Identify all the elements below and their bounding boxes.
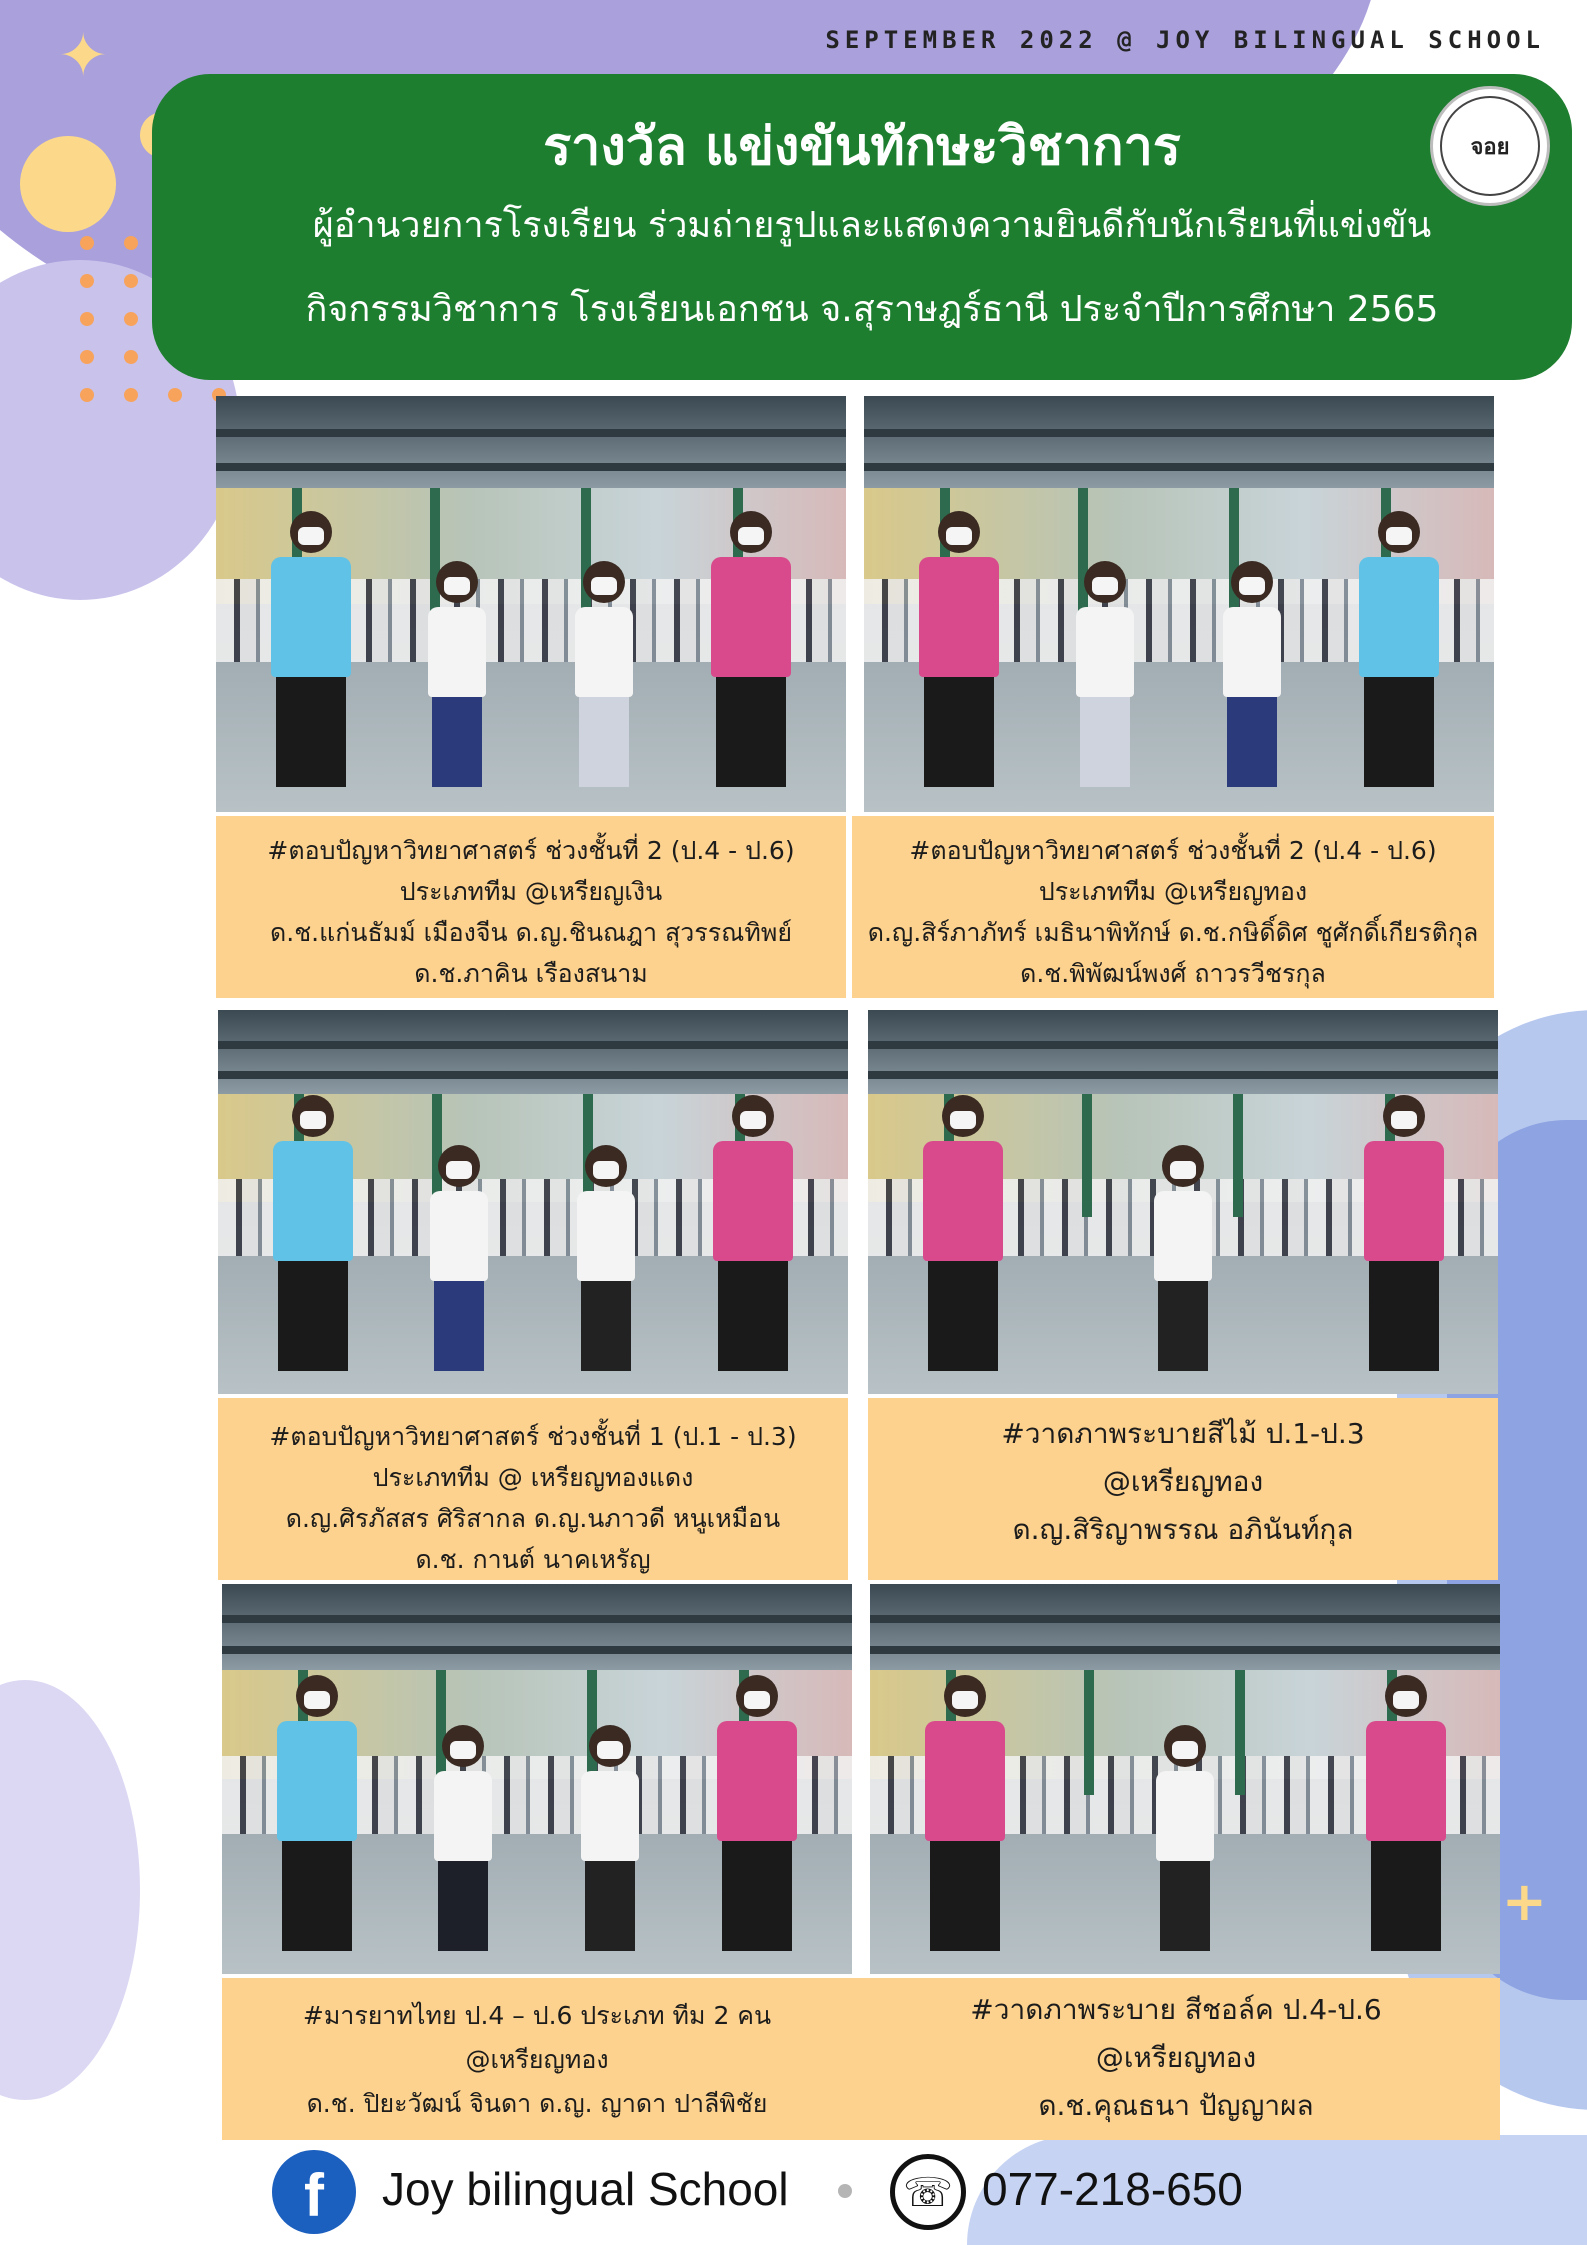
award-caption-4 (868, 1398, 1498, 1580)
photo-person-body (919, 557, 999, 677)
caption-line: ด.ญ.ศิรภัสสร ศิริสากล ด.ญ.นภาวดี หนูเหมือน (285, 1504, 781, 1533)
photo-person-body (575, 607, 633, 697)
photo-person-legs (716, 677, 786, 787)
title-banner (152, 74, 1572, 380)
caption-line: #มารยาทไทย ป.4 – ป.6 ประเภท ทีม 2 คน (302, 2001, 772, 2030)
photo-person-body (923, 1141, 1003, 1261)
caption-line: ประเภททีม @เหรียญทอง (1038, 877, 1308, 906)
photo-person-head (944, 1675, 986, 1717)
photo-roof-beam (218, 1041, 848, 1049)
caption-line: ประเภททีม @เหรียญเงิน (399, 877, 663, 906)
photo-roof-beam (868, 1041, 1498, 1049)
deco-circle-large (20, 136, 116, 232)
photo-person-body (1366, 1721, 1446, 1841)
photo-roof-beam (222, 1615, 852, 1623)
photo-person-legs (1364, 677, 1434, 787)
photo-person-body (1156, 1771, 1214, 1861)
facebook-page-link[interactable]: Joy bilingual School (382, 2163, 789, 2215)
plus-icon: + (1501, 1870, 1547, 1933)
photo-person-legs (924, 677, 994, 787)
photo-person-head (436, 561, 478, 603)
photo-roof-beam (870, 1646, 1500, 1654)
photo-person-head (438, 1145, 480, 1187)
photo-person (573, 1145, 639, 1371)
photo-person-body (428, 607, 486, 697)
sparkle-icon: ✦ (58, 21, 109, 91)
award-caption-6 (852, 1978, 1500, 2140)
photo-person-head (589, 1725, 631, 1767)
caption-line: ด.ญ.สิร์ภาภัทร์ เมธินาพิทักษ์ ด.ช.กษิดิ์ดิศ ชูศักดิ์เกียรติกุล (867, 918, 1479, 947)
photo-person-body (713, 1141, 793, 1261)
photo-person (1361, 1675, 1451, 1951)
caption-line: #วาดภาพระบาย สีชอล์ค ป.4-ป.6 (970, 1993, 1382, 2026)
photo-person-legs (282, 1841, 352, 1951)
award-caption-3 (218, 1398, 848, 1580)
award-caption-1 (216, 816, 846, 998)
photo-person-legs (930, 1841, 1000, 1951)
photo-person (1152, 1725, 1218, 1951)
photo-roof-beam (216, 429, 846, 437)
award-photo-4 (868, 1010, 1498, 1394)
photo-person-head (292, 1095, 334, 1137)
photo-person-head (730, 511, 772, 553)
photo-person-head (1164, 1725, 1206, 1767)
banner-subtitle-1: ผู้อำนวยการโรงเรียน ร่วมถ่ายรูปและแสดงความยินดีกับนักเรียนที่แข่งขัน (312, 205, 1432, 246)
deco-dot (124, 388, 138, 402)
caption-line: ด.ช. ปิยะวัฒน์ จินดา ด.ญ. ญาดา ปาลีพิชัย (306, 2089, 768, 2118)
photo-person-body (711, 557, 791, 677)
background-left-shape (0, 1680, 140, 2100)
photo-roof-beam (864, 429, 1494, 437)
photo-person (1072, 561, 1138, 787)
deco-dot (124, 236, 138, 250)
photo-person (268, 1095, 358, 1371)
photo-pillar (1235, 1670, 1245, 1795)
award-photo-2 (864, 396, 1494, 812)
phone-icon[interactable]: ☏ (890, 2154, 966, 2230)
caption-line: ด.ช. กานต์ นาคเหรัญ (415, 1545, 651, 1574)
photo-person (712, 1675, 802, 1951)
deco-dot (124, 350, 138, 364)
deco-dot (168, 388, 182, 402)
photo-person-body (434, 1771, 492, 1861)
caption-line: @เหรียญทอง (465, 2045, 609, 2074)
facebook-icon[interactable]: f (272, 2150, 356, 2234)
photo-person-head (296, 1675, 338, 1717)
deco-dot (124, 274, 138, 288)
award-caption-2 (852, 816, 1494, 998)
photo-person-head (1162, 1145, 1204, 1187)
photo-person-head (938, 511, 980, 553)
photo-person (577, 1725, 643, 1951)
photo-person-legs (718, 1261, 788, 1371)
photo-person-legs (1080, 697, 1130, 787)
caption-line: #ตอบปัญหาวิทยาศาสตร์ ช่วงชั้นที่ 2 (ป.4 - ป.6) (267, 836, 795, 865)
seal-inner: จอย (1440, 96, 1540, 196)
caption-line: ด.ช.ภาคิน เรืองสนาม (414, 959, 648, 988)
photo-person-legs (579, 697, 629, 787)
photo-roof-beam (864, 463, 1494, 471)
caption-line: ด.ญ.สิริญาพรรณ อภินันท์กุล (1012, 1513, 1354, 1546)
photo-person (708, 1095, 798, 1371)
caption-line: @เหรียญทอง (1102, 1465, 1264, 1498)
photo-roof-beam (222, 1646, 852, 1654)
photo-roof (868, 1010, 1498, 1094)
deco-dot (80, 312, 94, 326)
photo-person-legs (278, 1261, 348, 1371)
photo-roof-beam (218, 1071, 848, 1079)
photo-person-body (273, 1141, 353, 1261)
photo-person-legs (438, 1861, 488, 1951)
photo-person (1219, 561, 1285, 787)
separator-dot (838, 2184, 852, 2198)
award-photo-1 (216, 396, 846, 812)
school-seal-logo (1430, 86, 1550, 206)
award-caption-5 (222, 1978, 852, 2140)
photo-person-body (1364, 1141, 1444, 1261)
photo-person-body (1154, 1191, 1212, 1281)
photo-person-body (271, 557, 351, 677)
caption-line: ด.ช.คุณธนา ปัญญาผล (1038, 2089, 1314, 2122)
photo-roof-beam (216, 463, 846, 471)
photo-person (918, 1095, 1008, 1371)
deco-dot (80, 274, 94, 288)
deco-dot (80, 350, 94, 364)
photo-person-legs (928, 1261, 998, 1371)
photo-person (1354, 511, 1444, 787)
award-photo-3 (218, 1010, 848, 1394)
contact-footer (0, 2150, 1587, 2230)
photo-person (706, 511, 796, 787)
date-school-tag: SEPTEMBER 2022 @ JOY BILINGUAL SCHOOL (825, 26, 1545, 54)
photo-roof-beam (870, 1615, 1500, 1623)
photo-person-body (1223, 607, 1281, 697)
phone-number[interactable]: 077-218-650 (982, 2163, 1243, 2215)
page-title: รางวัล แข่งขันทักษะวิชาการ (543, 117, 1181, 177)
photo-person-body (925, 1721, 1005, 1841)
photo-person-body (577, 1191, 635, 1281)
photo-person (1150, 1145, 1216, 1371)
photo-person (272, 1675, 362, 1951)
photo-roof (216, 396, 846, 488)
photo-person-legs (581, 1281, 631, 1371)
deco-dot (80, 388, 94, 402)
deco-dot (80, 236, 94, 250)
photo-person-legs (722, 1841, 792, 1951)
photo-person-head (1385, 1675, 1427, 1717)
caption-line: @เหรียญทอง (1095, 2041, 1257, 2074)
photo-person-head (732, 1095, 774, 1137)
caption-line: ประเภททีม @ เหรียญทองแดง (372, 1463, 694, 1492)
award-photo-6 (870, 1584, 1500, 1974)
photo-person (424, 561, 490, 787)
photo-pillar (1082, 1094, 1092, 1217)
photo-person (1359, 1095, 1449, 1371)
award-photo-5 (222, 1584, 852, 1974)
photo-person-legs (434, 1281, 484, 1371)
photo-roof (222, 1584, 852, 1670)
photo-roof (218, 1010, 848, 1094)
photo-person (430, 1725, 496, 1951)
photo-person (426, 1145, 492, 1371)
photo-roof-beam (868, 1071, 1498, 1079)
photo-person-head (1383, 1095, 1425, 1137)
photo-person-head (583, 561, 625, 603)
photo-person (920, 1675, 1010, 1951)
photo-person-head (442, 1725, 484, 1767)
photo-person-legs (1158, 1281, 1208, 1371)
banner-subtitle-2: กิจกรรมวิชาการ โรงเรียนเอกชน จ.สุราษฎร์ธานี ประจำปีการศึกษา 2565 (305, 289, 1439, 330)
caption-line: ด.ช.แก่นธัมม์ เมืองจีน ด.ญ.ชินณฎา สุวรรณทิพย์ (270, 918, 792, 947)
photo-person-head (942, 1095, 984, 1137)
photo-person-body (277, 1721, 357, 1841)
photo-person-body (717, 1721, 797, 1841)
photo-person-legs (1160, 1861, 1210, 1951)
photo-person-head (1084, 561, 1126, 603)
caption-line: ด.ช.พิพัฒน์พงศ์ ถาวรวีชรกุล (1020, 959, 1326, 988)
photo-person-body (1359, 557, 1439, 677)
photo-roof (870, 1584, 1500, 1670)
caption-line: #วาดภาพระบายสีไม้ ป.1-ป.3 (1001, 1417, 1365, 1450)
photo-person (914, 511, 1004, 787)
photo-person-head (290, 511, 332, 553)
caption-line: #ตอบปัญหาวิทยาศาสตร์ ช่วงชั้นที่ 2 (ป.4 - ป.6) (909, 836, 1437, 865)
photo-person (571, 561, 637, 787)
photo-roof (864, 396, 1494, 488)
photo-person-legs (1371, 1841, 1441, 1951)
deco-dot (124, 312, 138, 326)
photo-person-head (1231, 561, 1273, 603)
photo-person-legs (1369, 1261, 1439, 1371)
photo-person-legs (276, 677, 346, 787)
photo-person-legs (1227, 697, 1277, 787)
photo-person-body (1076, 607, 1134, 697)
photo-person-head (585, 1145, 627, 1187)
photo-person-legs (585, 1861, 635, 1951)
photo-person-legs (432, 697, 482, 787)
photo-person-head (1378, 511, 1420, 553)
caption-line: #ตอบปัญหาวิทยาศาสตร์ ช่วงชั้นที่ 1 (ป.1 - ป.3) (269, 1422, 797, 1451)
photo-person-head (736, 1675, 778, 1717)
photo-person-body (430, 1191, 488, 1281)
photo-pillar (1084, 1670, 1094, 1795)
photo-person (266, 511, 356, 787)
photo-pillar (1233, 1094, 1243, 1217)
photo-person-body (581, 1771, 639, 1861)
